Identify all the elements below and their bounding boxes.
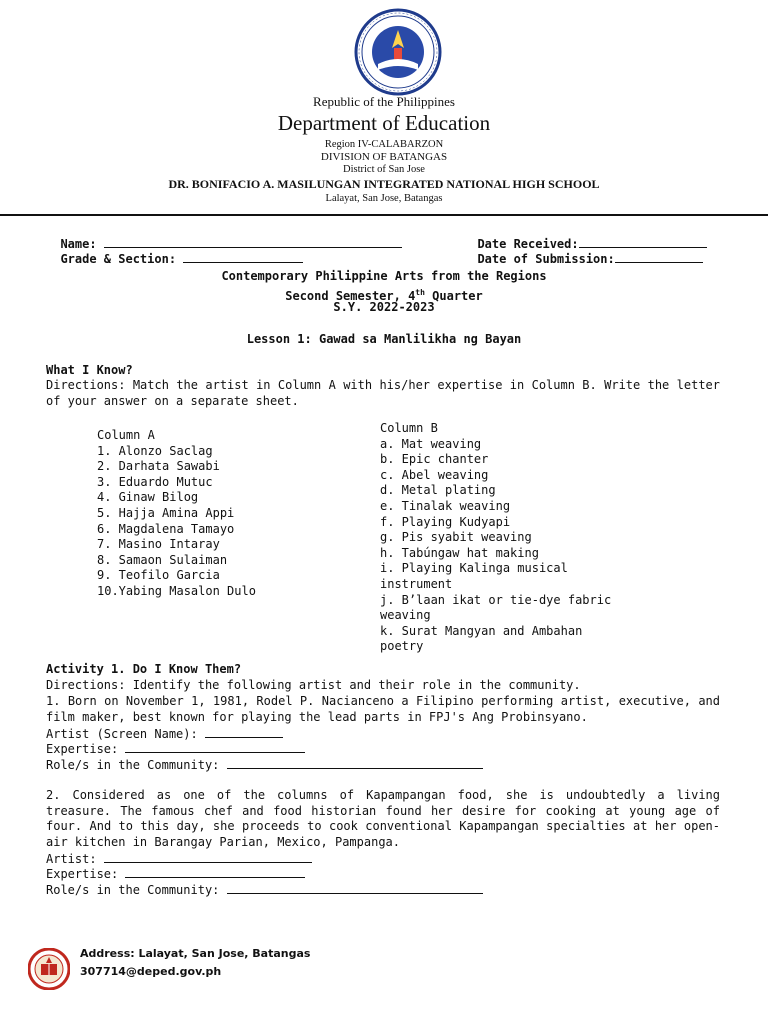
activity1-item2-text: 2. Considered as one of the columns of Kapampangan food, she is undoubtedly a living treasure. The famous chef and food historian found her desire for cooking at young age of four. And to this day, she proceeds to cook conventional Kapampangan specialties at her open-air kitchen in Barangay Parian, Mexico, Pampanga. [46, 788, 720, 849]
column-b-item: weaving [380, 608, 431, 623]
date-received-label: Date Received: [477, 237, 579, 251]
division-text: DIVISION OF BATANGAS [320, 151, 448, 163]
subject-title: Contemporary Philippine Arts from the Regions [221, 269, 547, 283]
column-a-item: 2. Darhata Sawabi [97, 459, 220, 474]
item2-role-blank[interactable] [227, 882, 483, 894]
item1-role-field: Role/s in the Community: [46, 757, 483, 773]
school-name: DR. BONIFACIO A. MASILUNGAN INTEGRATED NATIONAL HIGH SCHOOL [168, 177, 600, 191]
column-a-item: 4. Ginaw Bilog [97, 490, 199, 505]
column-b-item: a. Mat weaving [380, 436, 482, 451]
column-b-item: f. Playing Kudyapi [380, 514, 511, 529]
grade-section-blank[interactable] [183, 251, 303, 263]
semester-title: Second Semester, 4th Quarter [285, 288, 483, 303]
column-b-item: k. Surat Mangyan and Ambahan [380, 623, 583, 638]
item2-expertise-field: Expertise: [46, 866, 305, 882]
lesson-title: Lesson 1: Gawad sa Manlilikha ng Bayan [246, 332, 522, 346]
what-i-know-heading: What I Know? [46, 363, 133, 377]
column-a-item: 5. Hajja Amina Appi [97, 505, 235, 520]
item2-role-field: Role/s in the Community: [46, 882, 483, 898]
footer-email[interactable]: 307714@deped.gov.ph [80, 965, 222, 978]
column-b [380, 421, 611, 655]
school-year: S.Y. 2022-2023 [333, 300, 435, 314]
item2-artist-blank[interactable] [104, 851, 312, 863]
department-heading: Department of Education [277, 111, 491, 135]
column-b-item: j. B’laan ikat or tie-dye fabric [380, 592, 612, 607]
item1-artist-blank[interactable] [205, 726, 283, 738]
column-a-item: 6. Magdalena Tamayo [97, 521, 235, 536]
item2-artist-field: Artist: [46, 851, 312, 867]
column-a-item: 8. Samaon Sulaiman [97, 552, 228, 567]
column-b-item: e. Tinalak weaving [380, 498, 511, 513]
header-divider [0, 214, 768, 216]
column-a [97, 428, 256, 600]
district-text: District of San Jose [343, 164, 425, 175]
column-b-item: instrument [380, 576, 453, 591]
column-b-item: b. Epic chanter [380, 452, 489, 467]
activity1-heading: Activity 1. Do I Know Them? [46, 662, 242, 676]
item1-expertise-blank[interactable] [125, 741, 305, 753]
date-submission-blank[interactable] [615, 251, 703, 263]
item1-expertise-field: Expertise: [46, 741, 305, 757]
item2-expertise-blank[interactable] [125, 866, 305, 878]
column-a-item: 10.Yabing Masalon Dulo [97, 583, 256, 598]
date-submission-label: Date of Submission: [477, 252, 615, 266]
deped-seal-icon [348, 8, 448, 96]
grade-section-label: Grade & Section: [60, 252, 177, 266]
school-locality: Lalayat, San Jose, Batangas [325, 193, 443, 204]
name-label: Name: [60, 237, 97, 251]
item1-role-blank[interactable] [227, 757, 483, 769]
date-submission-field [463, 237, 703, 266]
column-b-title: Column B [380, 421, 438, 435]
column-b-item: c. Abel weaving [380, 467, 489, 482]
column-b-item: poetry [380, 639, 424, 654]
activity1-directions: Directions: Identify the following artist and their role in the community. [46, 678, 581, 692]
column-a-item: 1. Alonzo Saclag [97, 443, 213, 458]
region-text: Region IV-CALABARZON [324, 139, 444, 150]
grade-section-field [46, 237, 303, 266]
footer-address: Address: Lalayat, San Jose, Batangas [80, 947, 311, 960]
column-b-item: h. Tabúngaw hat making [380, 545, 539, 560]
what-i-know-directions: Directions: Match the artist in Column A with his/her expertise in Column B. Write the letter of your answer on a separate sheet. [46, 378, 720, 408]
column-b-item: g. Pis syabit weaving [380, 530, 532, 545]
column-a-title: Column A [97, 428, 155, 442]
republic-heading: Republic of the Philippines [313, 94, 455, 109]
activity1-item1-text: 1. Born on November 1, 1981, Rodel P. Naciancenо a Filipino performing artist, executive, and film maker, best known for playing the lead parts in FPJ's Ang Probinsyano. [46, 694, 720, 724]
item1-artist-field: Artist (Screen Name): [46, 726, 283, 742]
school-logo-icon [28, 948, 70, 990]
column-a-item: 3. Eduardo Mutuc [97, 474, 213, 489]
column-a-item: 9. Teofilo Garcia [97, 568, 220, 583]
column-b-item: d. Metal plating [380, 483, 496, 498]
column-a-item: 7. Masino Intaray [97, 537, 220, 552]
column-b-item: i. Playing Kalinga musical [380, 561, 568, 576]
